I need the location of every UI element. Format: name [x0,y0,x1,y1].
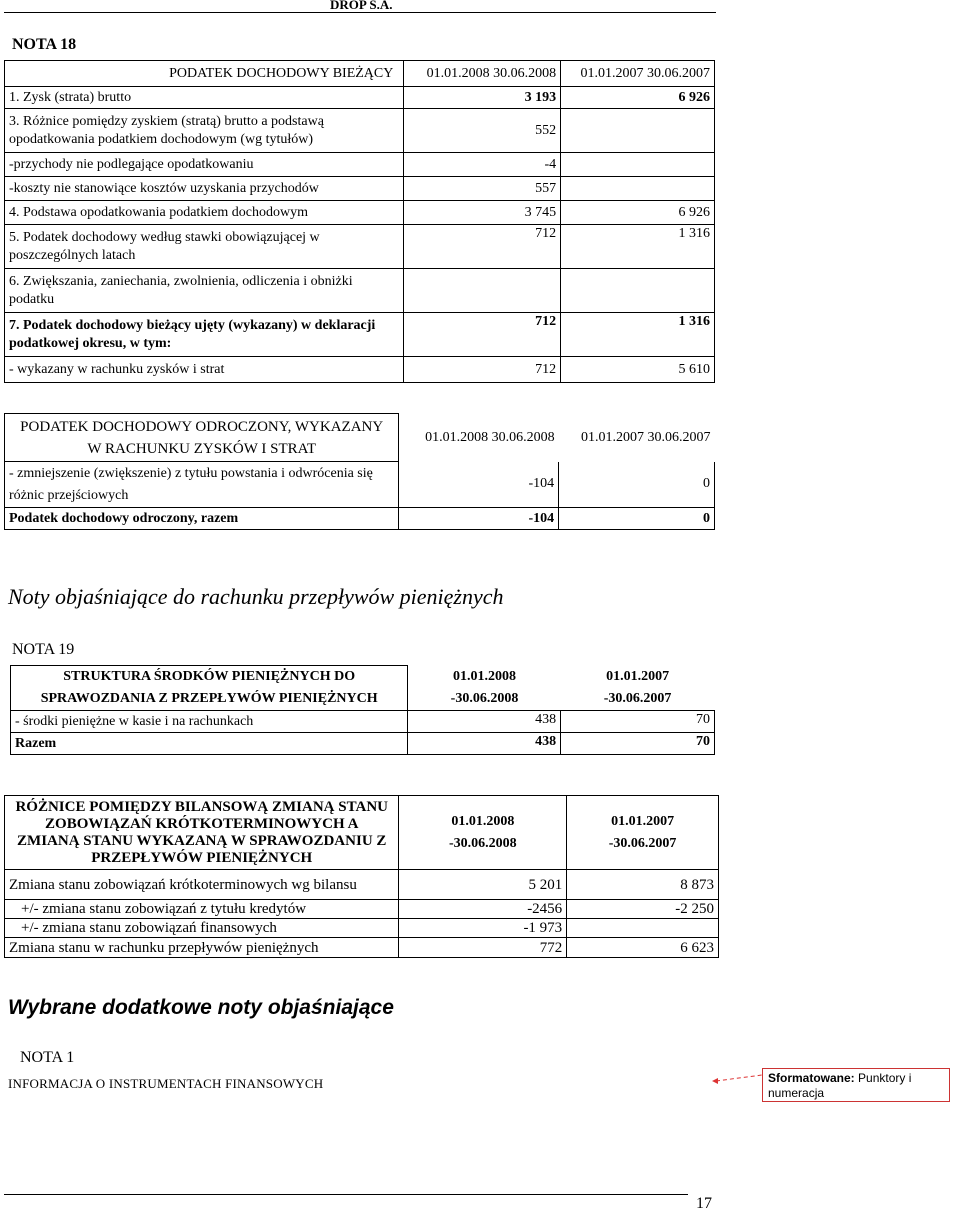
row-value: -1 973 [399,919,567,938]
row-label: Zmiana stanu w rachunku przepływów pieniężnych [5,938,399,958]
header-line: 01.01.2007 [606,668,670,684]
column-header [399,796,567,870]
header-line: SPRAWOZDANIA Z PRZEPŁYWÓW PIENIĘŻNYCH [40,691,378,706]
table-header [11,666,715,711]
row-value: 5 610 [561,357,715,383]
row-value: -104 [399,462,559,508]
table-row [5,313,715,357]
table-row [5,109,715,153]
row-label: -przychody nie podlegające opodatkowaniu [5,153,404,177]
column-header: 01.01.2008 30.06.2008 [425,429,555,445]
row-label: Zmiana stanu zobowiązań krótkoterminowych wg bilansu [5,870,399,900]
row-label [5,462,399,508]
header-line: PRZEPŁYWÓW PIENIĘŻNYCH [91,849,313,866]
row-label: Razem [11,733,408,755]
table-header [5,61,715,87]
row-value: 3 745 [404,201,561,225]
row-value: -104 [399,508,559,530]
row-value: 6 623 [567,938,719,958]
row-value: -2 250 [567,900,719,919]
row-value: 8 873 [567,870,719,900]
row-value: 557 [404,177,561,201]
comment-label: Sformatowane: [768,1071,855,1085]
row-value [561,269,715,313]
row-label-line: - zmniejszenie (zwiększenie) z tytułu powstania i odwrócenia się [9,465,373,481]
row-label [5,225,404,269]
row-label [5,269,404,313]
column-header: 01.01.2007 30.06.2007 [561,61,715,87]
row-label: 4. Podstawa opodatkowania podatkiem dochodowym [5,201,404,225]
header-line: ZMIANĄ STANU WYKAZANĄ W SPRAWOZDANIU Z [17,832,387,849]
row-value: 1 316 [561,225,715,269]
row-value: 5 201 [399,870,567,900]
header-line: RÓŻNICE POMIĘDZY BILANSOWĄ ZMIANĄ STANU [15,798,388,815]
row-value [561,153,715,177]
nota18-title: NOTA 18 [12,36,77,53]
current-tax-table [4,60,715,383]
comment-connector [708,1070,768,1090]
nota19-title: NOTA 19 [12,641,75,658]
additional-notes-title: Wybrane dodatkowe noty objaśniające [8,996,394,1019]
row-value: 6 926 [561,201,715,225]
nota1-subtitle: INFORMACJA O INSTRUMENTACH FINANSOWYCH [8,1076,324,1091]
column-header [11,666,408,711]
row-label-line: 6. Zwiększania, zaniechania, zwolnienia, odliczenia i obniżki [9,273,353,289]
row-value: 712 [404,357,561,383]
deferred-tax-table [4,413,715,530]
row-value [404,269,561,313]
table-header [5,414,715,462]
header-line: -30.06.2008 [450,690,519,706]
table-header [5,796,719,870]
cash-structure-table [10,665,715,755]
column-header [408,666,561,711]
row-label [5,313,404,357]
nota1-title: NOTA 1 [20,1049,75,1066]
row-value: 438 [408,711,561,733]
column-header: 01.01.2008 30.06.2008 [404,61,561,87]
header-line: W RACHUNKU ZYSKÓW I STRAT [87,440,316,457]
row-value: -2456 [399,900,567,919]
row-label: +/- zmiana stanu zobowiązań z tytułu kredytów [5,900,399,919]
column-header [567,796,719,870]
comment-text: Punktory i numeracja [768,1071,912,1100]
row-label: +/- zmiana stanu zobowiązań finansowych [5,919,399,938]
comment-balloon[interactable] [762,1068,950,1102]
column-header [5,414,399,462]
table-row [5,153,715,177]
table-row [11,733,715,755]
table-row [5,269,715,313]
header-line: -30.06.2007 [603,690,672,706]
table-row [5,938,719,958]
header-line: 01.01.2007 [611,813,675,829]
header-line: ZOBOWIĄZAŃ KRÓTKOTERMINOWYCH A [45,815,359,832]
row-value: 1 316 [561,313,715,357]
row-label: -koszty nie stanowiące kosztów uzyskania przychodów [5,177,404,201]
row-value: 0 [559,462,715,508]
row-value [561,177,715,201]
row-value: 70 [561,711,715,733]
column-header [5,796,399,870]
row-value: 712 [404,313,561,357]
row-label-line: 7. Podatek dochodowy bieżący ujęty (wykazany) w deklaracji [9,317,376,333]
header-line: -30.06.2007 [608,835,677,851]
row-label-line: podatku [9,291,55,307]
table-row [5,870,719,900]
cashflow-section-title: Noty objaśniające do rachunku przepływów pieniężnych [8,584,504,609]
row-label: 1. Zysk (strata) brutto [5,87,404,109]
row-value: 70 [561,733,715,755]
table-row [5,177,715,201]
table-row [5,225,715,269]
footer-rule [4,1194,688,1195]
row-label-line: 5. Podatek dochodowy według stawki obowiązującej w [9,229,320,245]
row-value: 712 [404,225,561,269]
row-value: 0 [559,508,715,530]
company-header: DROP S.A. [330,0,393,12]
column-header: 01.01.2007 30.06.2007 [581,429,711,445]
liabilities-difference-table [4,795,719,958]
row-label-line: różnic przejściowych [9,487,129,503]
row-label-line: podatkowej okresu, w tym: [9,335,172,351]
header-line: STRUKTURA ŚRODKÓW PIENIĘŻNYCH DO [63,669,356,684]
column-header: PODATEK DOCHODOWY BIEŻĄCY [5,61,404,87]
table-row [5,900,719,919]
row-label: - środki pieniężne w kasie i na rachunkach [11,711,408,733]
row-value: 6 926 [561,87,715,109]
table-row [5,508,715,530]
column-header [561,666,715,711]
table-row [5,919,719,938]
header-line: -30.06.2008 [448,835,517,851]
row-label: Podatek dochodowy odroczony, razem [5,508,399,530]
row-label-line: opodatkowania podatkiem dochodowym (wg tytułów) [9,131,314,147]
table-row [5,201,715,225]
row-label: - wykazany w rachunku zysków i strat [5,357,404,383]
row-value: -4 [404,153,561,177]
row-value [567,919,719,938]
header-line: PODATEK DOCHODOWY ODROCZONY, WYKAZANY [20,418,384,435]
table-row [5,357,715,383]
header-line: 01.01.2008 [451,813,515,829]
table-row [11,711,715,733]
row-value: 772 [399,938,567,958]
header-rule [4,12,716,13]
header-line: 01.01.2008 [453,668,517,684]
page-number: 17 [696,1195,712,1212]
row-label-line: 3. Różnice pomiędzy zyskiem (stratą) brutto a podstawą [9,113,324,129]
row-value [561,109,715,153]
row-label-line: poszczególnych latach [9,247,136,263]
table-row [5,87,715,109]
table-row [5,462,715,508]
row-value: 438 [408,733,561,755]
row-value: 552 [404,109,561,153]
row-value: 3 193 [404,87,561,109]
row-label [5,109,404,153]
